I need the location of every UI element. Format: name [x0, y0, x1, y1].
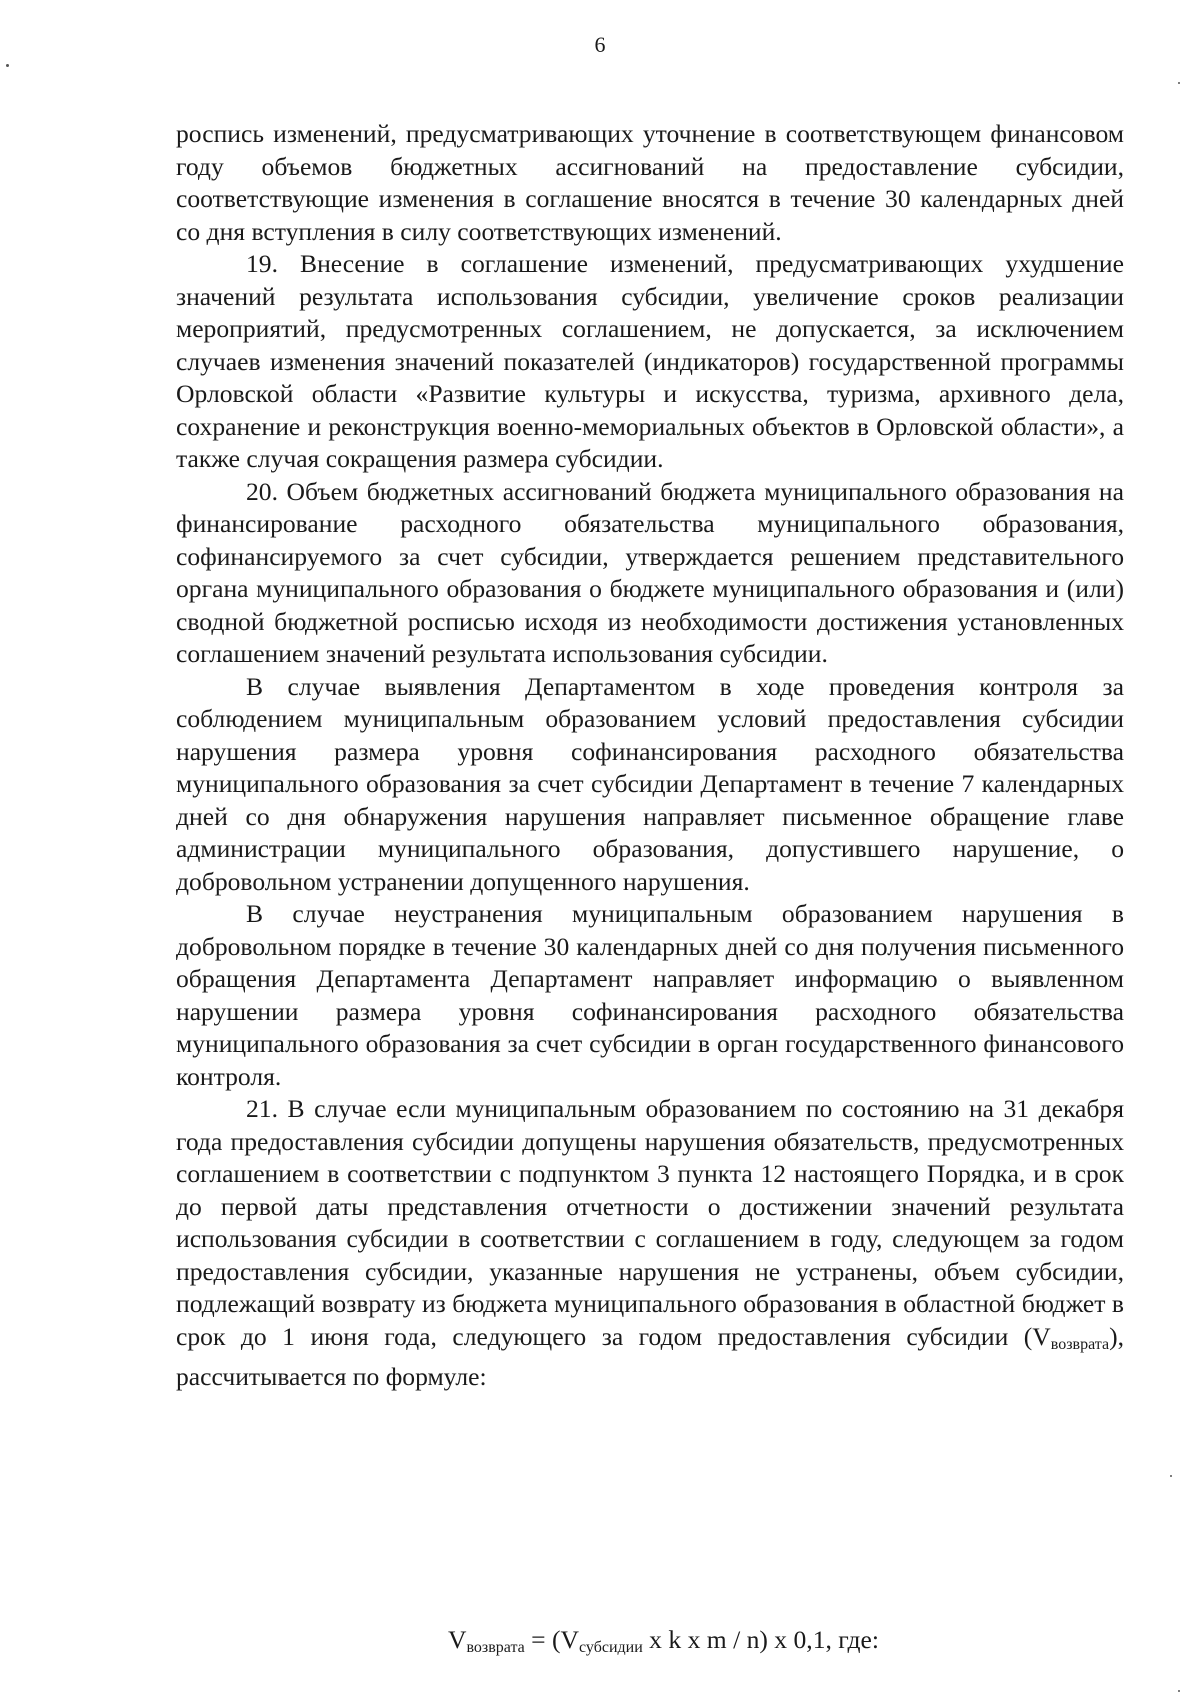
document-body [176, 118, 1124, 1394]
formula-v: V [448, 1625, 467, 1654]
page-number: 6 [594, 32, 606, 57]
formula-subsidy-subscript: субсидии [579, 1639, 643, 1656]
paragraph-21 [176, 1093, 1124, 1394]
scan-speck [1170, 1475, 1172, 1477]
formula-v-subscript: возврата [466, 1639, 525, 1656]
formula-rest: x k x m / n) x 0,1, где: [642, 1625, 879, 1654]
paragraph-21-tail: ), рассчитывается по формуле: [176, 1321, 1124, 1391]
formula-eq-open: = (V [524, 1625, 580, 1654]
paragraph-20: 20. Объем бюджетных ассигнований бюджета муниципального образования на финансирование расходного обязательства муниципального образования, софинансируемого за счет субсидии, утверждается решением представительного органа муниципального образования о бюджете муниципального образования и (или) сводной бюджетной росписью исходя из необходимости достижения установленных соглашением значений результата использования субсидии. [176, 476, 1124, 668]
paragraph-21-text: 21. В случае если муниципальным образованием по состоянию на 31 декабря года предоставления субсидии допущены нарушения обязательств, предусмотренных соглашением в соответствии с подпунктом 3 пункта 12 настоящего Порядка, и в срок до первой даты представления отчетности о достижении значений результата использования субсидии в соответствии с соглашением в году, следующем за годом предоставления субсидии, указанные нарушения не устранены, объем субсидии, подлежащий возврату из бюджета муниципального образования в областной бюджет в срок до 1 июня года, следующего за годом предоставления субсидии (V [176, 1094, 1124, 1351]
paragraph-19: 19. Внесение в соглашение изменений, предусматривающих ухудшение значений результата использования субсидии, увеличение сроков реализации мероприятий, предусмотренных соглашением, не допускается, за исключением случаев изменения значений показателей (индикаторов) государственной программы Орловской области «Развитие культуры и искусства, туризма, архивного дела, сохранение и реконструкция военно-мемориальных объектов в Орловской области», а также случая сокращения размера субсидии. [176, 249, 1124, 473]
return-formula [448, 1624, 879, 1664]
paragraph-violation-detection: В случае выявления Департаментом в ходе проведения контроля за соблюдением муниципальным образованием условий предоставления субсидии нарушения размера уровня софинансирования расходного обязательства муниципального образования за счет субсидии Департамент в течение 7 календарных дней со дня обнаружения нарушения направляет письменное обращение главе администрации муниципального образования, допустившего нарушение, о добровольном устранении допущенного нарушения. [176, 671, 1124, 896]
paragraph-continuation: роспись изменений, предусматривающих уточнение в соответствующем финансовом году объемов бюджетных ассигнований на предоставление субсидии, соответствующие изменения в соглашение вносятся в течение 30 календарных дней со дня вступления в силу соответствующих изменений. [176, 119, 1124, 246]
paragraph-violation-not-fixed: В случае неустранения муниципальным образованием нарушения в добровольном порядке в течение 30 календарных дней со дня получения письменного обращения Департамента Департамент направляет информацию о выявленном нарушении размера уровня софинансирования расходного обязательства муниципального образования за счет субсидии в орган государственного финансового контроля. [176, 899, 1124, 1091]
scan-speck [6, 64, 9, 67]
paragraph-21-subscript: возврата [1050, 1335, 1110, 1353]
scan-speck [1178, 1690, 1180, 1692]
scan-speck [1178, 82, 1180, 84]
